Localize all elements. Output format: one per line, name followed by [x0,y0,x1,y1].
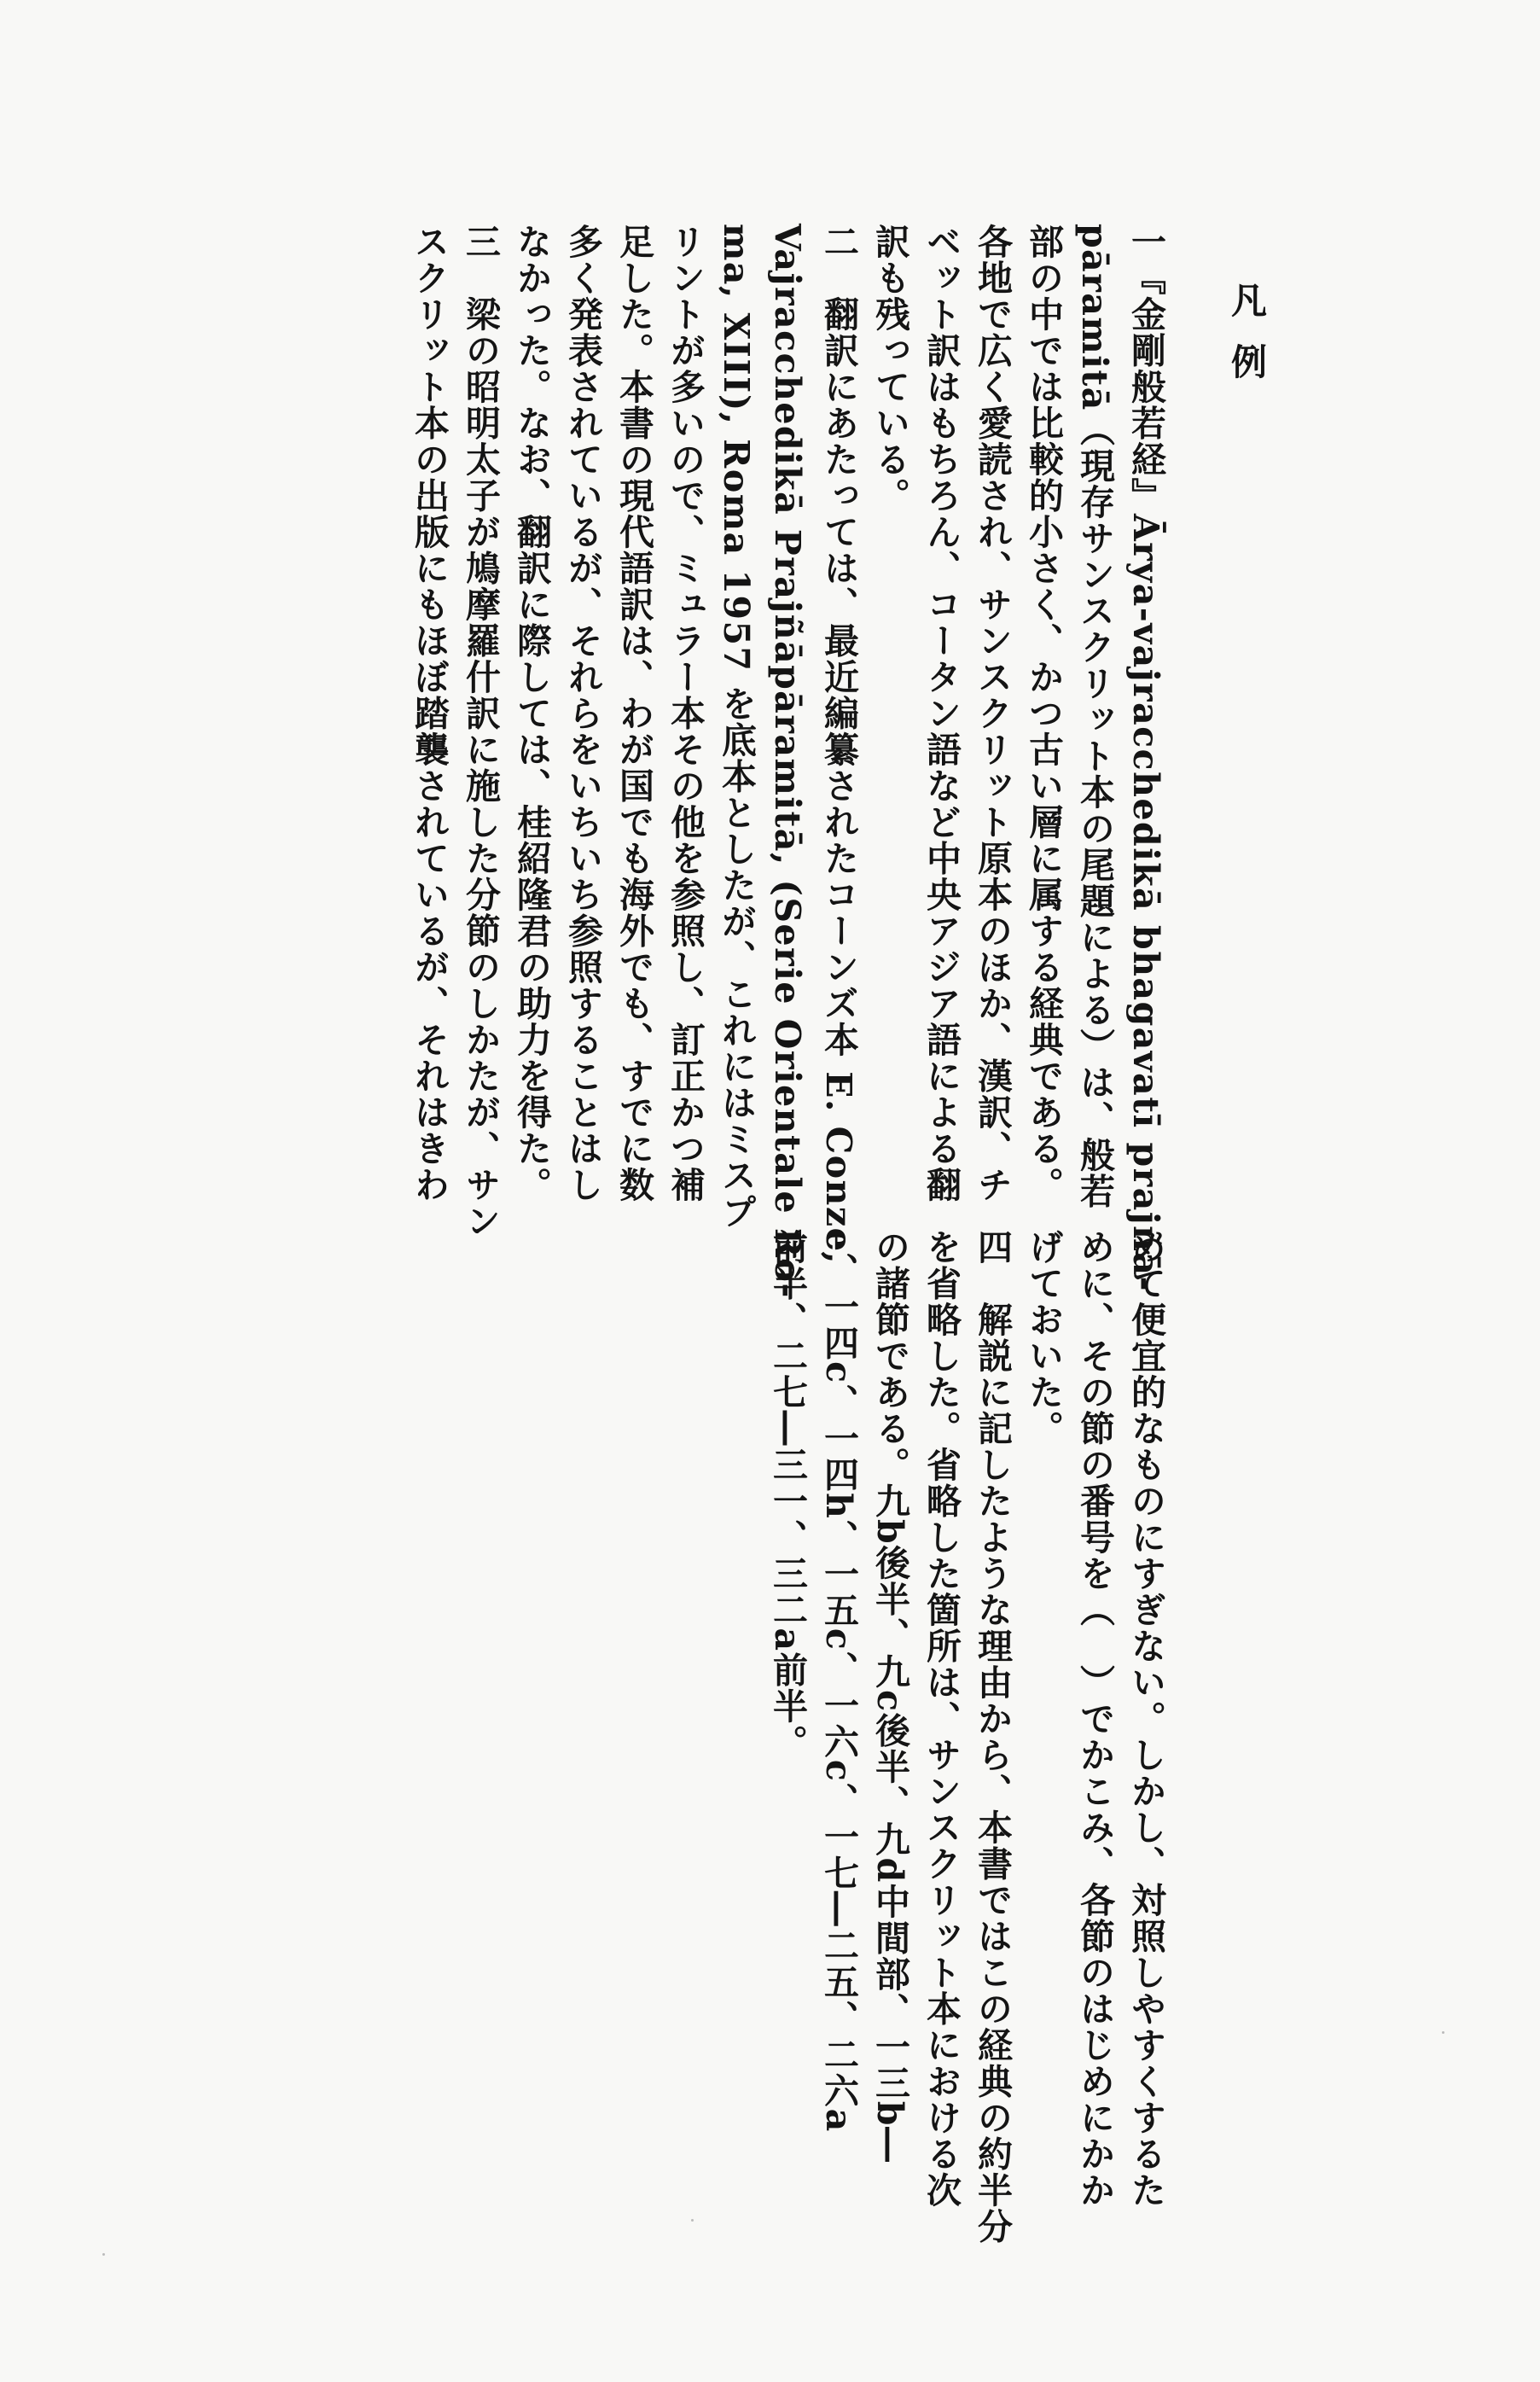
block2-line-4: リントが多いので、ミュラー本その他を参照し、訂正かつ補 [665,224,706,1203]
block4-line-3: の諸節である。九b後半、九c後半、九d中間部、一三b― [869,1229,910,2164]
block1-line-6: 訳も残っている。 [869,224,910,514]
block1-line-3: 部の中では比較的小さく、かつ古い層に属する経典である。 [1023,224,1064,1203]
block1-line-2: pāramitā（現存サンスクリット本の尾題による）は、般若 [1074,224,1115,1209]
scan-speck [1442,2031,1444,2034]
block3-line-5: げておいた。 [1023,1229,1064,1447]
block2-line-3: ma, XIII), Roma 1957 を底本としたが、これにはミスプ [716,224,757,1230]
block4-line-1: 四 解説に記したような理由から、本書ではこの経典の約半分 [972,1229,1013,2245]
scan-speck [691,2219,694,2222]
block3-line-2: スクリット本の出版にもほぼ踏襲されているが、それはきわ [409,224,450,1203]
block2-line-2: Vajracchedikā Prajñāpāramitā, (Serie Orientale Ro- [767,224,808,1299]
block4-line-4: e、一四c、一四h、一五c、一六c、一七―二五、二六a [818,1229,859,2133]
block3-line-4: めに、その節の番号を（ ）でかこみ、各節のはじめにかか [1074,1229,1115,2209]
block3-line-3: めて便宜的なものにすぎない。しかし、対照しやすくするた [1125,1229,1166,2209]
block4-line-5: 前半、二七―三一、三二a前半。 [767,1229,808,1762]
block3-line-1: 三 梁の昭明太子が鳩摩羅什訳に施した分節のしかたが、サン [460,224,501,1239]
block2-line-6: 多く発表されているが、それらをいちいち参照することはし [562,224,603,1203]
scan-speck [102,2253,105,2256]
block2-line-7: なかった。なお、翻訳に際しては、桂紹隆君の助力を得た。 [511,224,552,1203]
block2-line-5: 足した。本書の現代語訳は、わが国でも海外でも、すでに数 [613,224,654,1203]
block1-line-1: 一『金剛般若経』Ārya-vajracchedikā bhagavatī prajñā- [1125,224,1166,1293]
block1-line-4: 各地で広く愛読され、サンスクリット原本のほか、漢訳、チ [972,224,1013,1203]
block2-line-1: 二 翻訳にあたっては、最近編纂されたコーンズ本 E. Conze, [818,224,859,1266]
block4-line-2: を省略した。省略した箇所は、サンスクリット本における次 [921,1229,962,2209]
block1-line-5: ベット訳はもちろん、コータン語など中央アジア語による翻 [921,224,962,1203]
page-title: 凡例 [1226,282,1268,405]
